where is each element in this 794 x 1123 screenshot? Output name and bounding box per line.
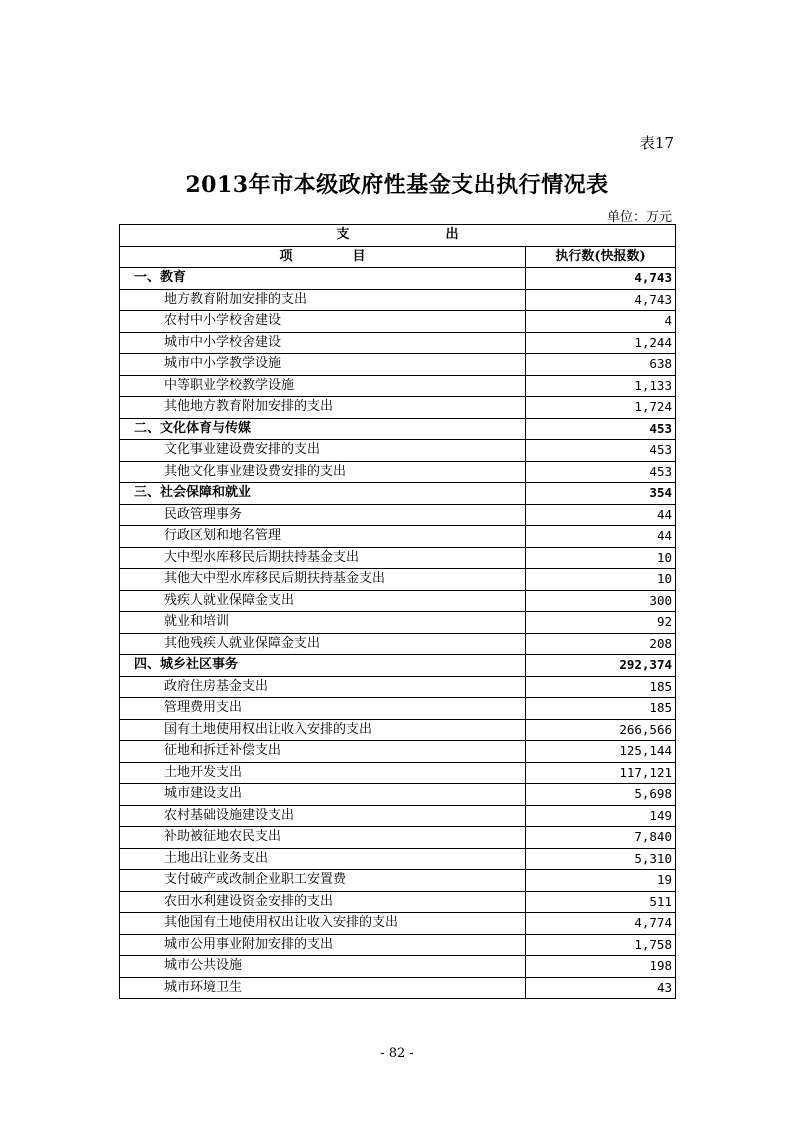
category-row [120,268,676,290]
row-name-cell: 管理费用支出 [120,698,526,720]
table-row [120,698,676,720]
table-row [120,719,676,741]
row-amount-cell: 44 [526,504,676,526]
table-row [120,590,676,612]
row-amount-cell: 92 [526,612,676,634]
table-row [120,913,676,935]
table-row [120,569,676,591]
table-row [120,526,676,548]
row-name-cell: 农田水利建设资金安排的支出 [120,891,526,913]
category-row [120,655,676,677]
row-name-cell: 行政区划和地名管理 [120,526,526,548]
row-amount-cell: 19 [526,870,676,892]
row-amount-cell: 1,758 [526,934,676,956]
row-amount-cell: 453 [526,461,676,483]
table-row [120,547,676,569]
header-item-right: 目 [352,248,366,264]
row-name-cell: 国有土地使用权出让收入安排的支出 [120,719,526,741]
row-amount-cell: 4 [526,311,676,333]
header-group-row [120,225,676,247]
row-amount-cell: 4,743 [526,289,676,311]
table-row [120,848,676,870]
row-amount-cell: 117,121 [526,762,676,784]
row-name-cell: 土地开发支出 [120,762,526,784]
row-amount-cell: 185 [526,698,676,720]
row-amount-cell: 10 [526,547,676,569]
header-item-left: 项 [279,248,293,264]
expenditure-table [119,224,676,999]
table-row [120,289,676,311]
header-item-cell [120,246,526,268]
table-row [120,504,676,526]
table-row [120,870,676,892]
table-body [120,225,676,999]
row-name-cell: 城市建设支出 [120,784,526,806]
header-group-right: 出 [445,227,459,243]
row-amount-cell: 5,310 [526,848,676,870]
row-amount-cell: 125,144 [526,741,676,763]
header-group-left: 支 [336,227,350,243]
row-name-cell: 城市公共设施 [120,956,526,978]
row-amount-cell: 4,774 [526,913,676,935]
row-name-cell: 文化事业建设费安排的支出 [120,440,526,462]
row-amount-cell: 1,133 [526,375,676,397]
table-row [120,461,676,483]
row-name-cell: 城市环境卫生 [120,977,526,999]
row-name-cell: 其他大中型水库移民后期扶持基金支出 [120,569,526,591]
row-amount-cell: 4,743 [526,268,676,290]
row-name-cell: 地方教育附加安排的支出 [120,289,526,311]
row-name-cell: 中等职业学校教学设施 [120,375,526,397]
table-row [120,827,676,849]
row-amount-cell: 638 [526,354,676,376]
table-row [120,741,676,763]
table-row [120,891,676,913]
row-amount-cell: 354 [526,483,676,505]
row-name-cell: 四、城乡社区事务 [120,655,526,677]
table-row [120,612,676,634]
row-name-cell: 支付破产或改制企业职工安置费 [120,870,526,892]
table-row [120,784,676,806]
table-row [120,977,676,999]
row-name-cell: 三、社会保障和就业 [120,483,526,505]
table-row [120,332,676,354]
row-amount-cell: 511 [526,891,676,913]
row-name-cell: 残疾人就业保障金支出 [120,590,526,612]
table-row [120,397,676,419]
row-amount-cell: 292,374 [526,655,676,677]
row-name-cell: 一、教育 [120,268,526,290]
row-name-cell: 政府住房基金支出 [120,676,526,698]
row-name-cell: 农村基础设施建设支出 [120,805,526,827]
row-name-cell: 农村中小学校舍建设 [120,311,526,333]
row-name-cell: 二、文化体育与传媒 [120,418,526,440]
page-number: - 82 - [380,1046,414,1061]
table-row [120,375,676,397]
row-amount-cell: 208 [526,633,676,655]
table-row [120,440,676,462]
header-columns-row [120,246,676,268]
row-amount-cell: 1,724 [526,397,676,419]
table-row [120,633,676,655]
row-amount-cell: 453 [526,440,676,462]
row-name-cell: 其他残疾人就业保障金支出 [120,633,526,655]
table-row [120,676,676,698]
row-name-cell: 就业和培训 [120,612,526,634]
row-name-cell: 其他国有土地使用权出让收入安排的支出 [120,913,526,935]
row-name-cell: 土地出让业务支出 [120,848,526,870]
row-name-cell: 城市中小学校舍建设 [120,332,526,354]
table-row [120,311,676,333]
category-row [120,418,676,440]
row-amount-cell: 5,698 [526,784,676,806]
unit-label: 单位：万元 [606,210,672,225]
row-amount-cell: 7,840 [526,827,676,849]
row-amount-cell: 1,244 [526,332,676,354]
row-name-cell: 其他地方教育附加安排的支出 [120,397,526,419]
row-name-cell: 征地和拆迁补偿支出 [120,741,526,763]
category-row [120,483,676,505]
row-name-cell: 补助被征地农民支出 [120,827,526,849]
row-amount-cell: 453 [526,418,676,440]
row-amount-cell: 44 [526,526,676,548]
row-amount-cell: 43 [526,977,676,999]
table-row [120,934,676,956]
header-group-cell [120,225,676,247]
table-row [120,805,676,827]
table-row [120,762,676,784]
row-name-cell: 城市中小学教学设施 [120,354,526,376]
row-name-cell: 其他文化事业建设费安排的支出 [120,461,526,483]
table-row [120,354,676,376]
row-amount-cell: 185 [526,676,676,698]
row-name-cell: 城市公用事业附加安排的支出 [120,934,526,956]
row-amount-cell: 198 [526,956,676,978]
table-row [120,956,676,978]
row-name-cell: 大中型水库移民后期扶持基金支出 [120,547,526,569]
row-amount-cell: 266,566 [526,719,676,741]
page-title: 2013年市本级政府性基金支出执行情况表 [185,172,609,198]
row-amount-cell: 300 [526,590,676,612]
table-number: 表17 [639,134,674,152]
row-amount-cell: 149 [526,805,676,827]
row-amount-cell: 10 [526,569,676,591]
row-name-cell: 民政管理事务 [120,504,526,526]
header-amount-cell: 执行数(快报数) [526,246,676,268]
